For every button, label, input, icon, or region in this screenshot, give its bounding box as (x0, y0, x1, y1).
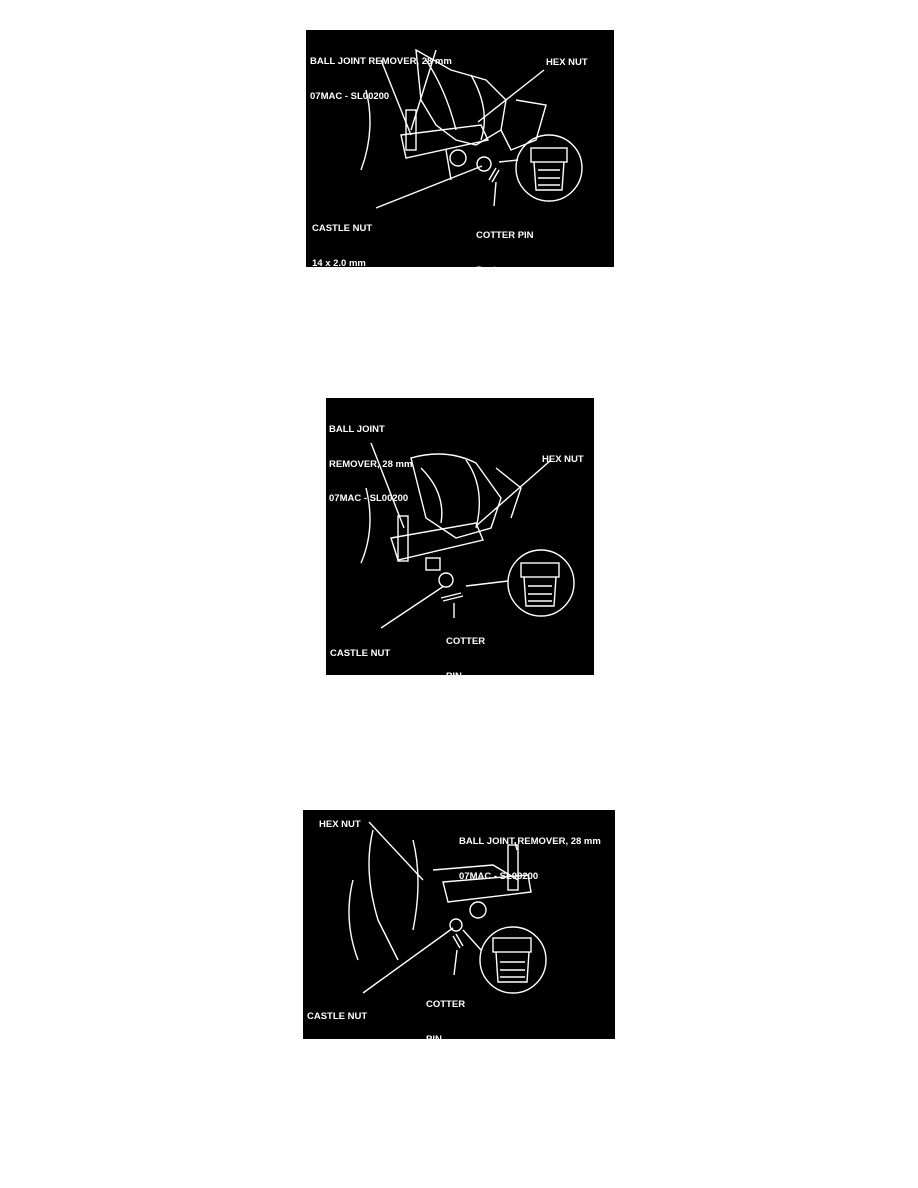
remover-label (310, 33, 452, 125)
cotter-pin-note: On reassembly, (446, 739, 512, 751)
hex-nut-label: HEX NUT (319, 819, 361, 830)
cotter-pin-note: Replace. (476, 264, 514, 276)
castle-nut-torque-kgf: (5.0 - 6.0 kgf·m, (330, 717, 400, 728)
remover-line: BALL JOINT (329, 424, 385, 435)
remover-label (329, 401, 412, 528)
ball-joint-figure-2 (326, 398, 594, 785)
castle-nut-title: CASTLE NUT (307, 1011, 368, 1022)
castle-nut-torque: 49 - 59 N·m (330, 682, 381, 694)
castle-nut-label (330, 625, 399, 786)
cotter-pin-title: PIN (426, 1033, 442, 1045)
remover-line: BALL JOINT REMOVER, 28 mm (459, 836, 601, 847)
castle-nut-title: CASTLE NUT (312, 223, 373, 234)
cotter-pin-note: Replace. (426, 1068, 464, 1079)
cotter-pin-note: the cotter pin as shown. (426, 1137, 527, 1148)
remover-part-number: 07MAC - SL00200 (329, 493, 409, 504)
ball-joint-figure-1 (306, 30, 614, 379)
cotter-pin-title: COTTER PIN (476, 230, 534, 241)
cotter-pin-note: bend the cotter pin (476, 333, 555, 345)
cotter-pin-note: On reassembly, bend (426, 1102, 516, 1114)
ball-joint-figure-3 (303, 810, 615, 1148)
castle-nut-size: 14 x 2.0 mm (312, 257, 366, 269)
cotter-pin-label (476, 207, 555, 403)
remover-label (459, 813, 601, 905)
castle-nut-label (307, 988, 376, 1149)
cotter-pin-note: Replace. (446, 705, 484, 716)
castle-nut-title: CASTLE NUT (330, 648, 391, 659)
cotter-pin-note: bend the cotter pin as shown. (446, 774, 571, 785)
hex-nut-label: HEX NUT (546, 57, 588, 68)
castle-nut-torque-lbf: 29 - 35 lbf·ft) (307, 1114, 364, 1126)
castle-nut-label (312, 200, 434, 361)
castle-nut-torque-lbf: 51 - 58 lbf·ft) (312, 326, 369, 338)
cotter-pin-title: COTTER (446, 636, 486, 647)
hex-nut-label: HEX NUT (542, 454, 584, 465)
cotter-pin-title: COTTER (426, 999, 466, 1010)
castle-nut-torque-kgf: (4.0 - 4.8 kgf·m, (307, 1080, 377, 1091)
cotter-pin-label (426, 976, 526, 1172)
cotter-pin-note: as shown. (476, 368, 519, 379)
remover-line: BALL JOINT REMOVER, 28 mm (310, 56, 452, 67)
castle-nut-torque: 69 - 78 N·m (7.0 - 8.0 kgf·m, (312, 292, 435, 303)
cotter-pin-label (446, 613, 570, 809)
remover-line: REMOVER, 28 mm (329, 458, 413, 470)
remover-part-number: 07MAC - SL00200 (459, 870, 539, 882)
cotter-pin-note: On reassembly, (476, 299, 542, 310)
castle-nut-torque-lbf: 36 - 43 lbf·ft) (330, 751, 387, 763)
castle-nut-torque: 39 - 47 N·m (307, 1045, 358, 1057)
remover-part-number: 07MAC - SL00200 (310, 90, 390, 102)
cotter-pin-title: PIN (446, 670, 462, 682)
